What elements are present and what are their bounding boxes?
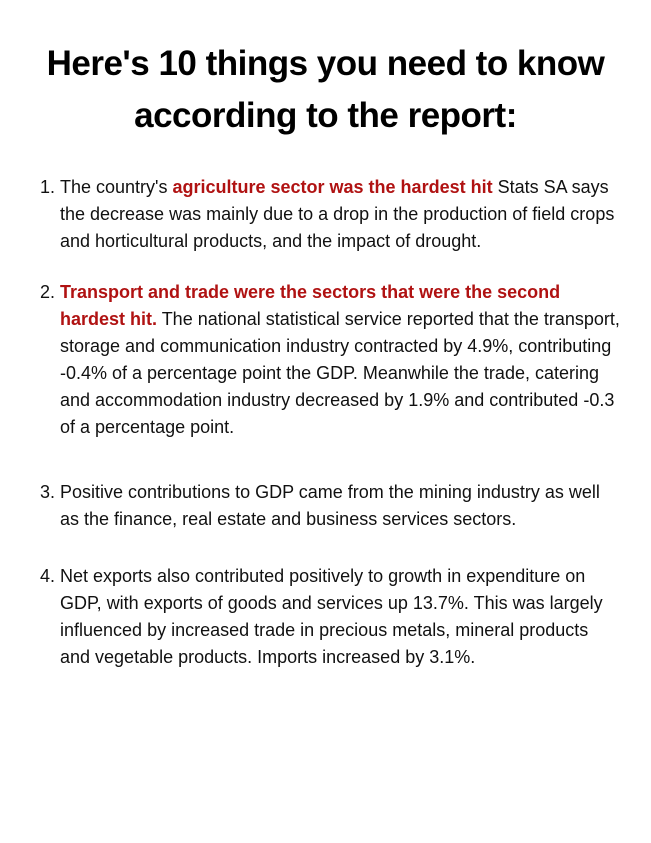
item-highlight: Transport and trade were the sectors that were the second hardest hit. (60, 282, 561, 329)
item-text-after: The national statistical service reported that the transport, storage and communication industry contracted by 4.9%, contributing -0.4% of a percentage point the GDP. Meanwhile the trade, catering and accommodation industry decreased by 1.9% and contributed -0.3 of a percentage point. (60, 309, 620, 437)
item-highlight: agriculture sector was the hardest hit (172, 177, 493, 197)
item-text (60, 174, 620, 255)
item-number: 2. (40, 282, 56, 302)
list-item (40, 479, 620, 533)
item-number: 4. (40, 566, 56, 586)
title-line-1: Here's 10 things you need to know (46, 44, 605, 83)
list-item (40, 279, 620, 441)
title-line-2: according to the report: (134, 96, 517, 135)
item-text-after: Stats SA says the decrease was mainly due to a drop in the production of field crops and horticultural products, and the impact of drought. (60, 177, 615, 251)
item-text: Net exports also contributed positively to growth in expenditure on GDP, with exports of goods and services up 13.7%. This was largely influenced by increased trade in precious metals, mineral products and vegetable products. Imports increased by 3.1%. (60, 566, 603, 667)
page-title (0, 38, 651, 142)
numbered-list (40, 174, 620, 671)
item-text (60, 279, 620, 441)
item-text-before: The country's (60, 177, 173, 197)
list-item (40, 563, 620, 671)
list-item (40, 174, 620, 255)
item-text: Positive contributions to GDP came from the mining industry as well as the finance, real estate and business services sectors. (60, 482, 600, 529)
item-number: 3. (40, 482, 56, 502)
item-number: 1. (40, 177, 56, 197)
